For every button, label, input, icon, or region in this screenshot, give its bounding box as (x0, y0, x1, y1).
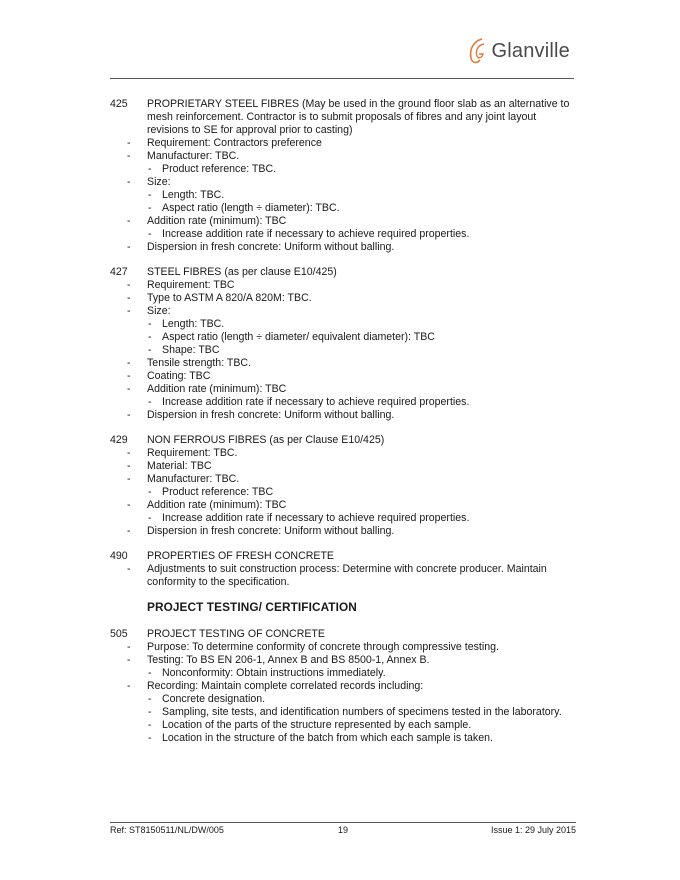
bullet-dash: - (127, 409, 131, 421)
sub-list-item-text: Increase addition rate if necessary to achieve required properties. (162, 512, 470, 524)
logo-text: Glanville (491, 39, 570, 62)
sub-list-item-text: Shape: TBC (162, 344, 220, 356)
bullet-dash: - (127, 499, 131, 511)
sub-list-item-text: Length: TBC. (162, 189, 225, 201)
clause-heading (110, 628, 580, 641)
bullet-dash: - (148, 693, 152, 705)
bullet-dash: - (148, 189, 152, 201)
glanville-g-icon (465, 36, 489, 66)
list-item (110, 525, 580, 538)
bullet-dash: - (148, 344, 152, 356)
sub-list-item-text: Increase addition rate if necessary to achieve required properties. (162, 228, 470, 240)
document-body (110, 98, 580, 757)
list-item-text: Requirement: TBC (147, 279, 235, 291)
list-item-text: Dispersion in fresh concrete: Uniform without balling. (147, 409, 395, 421)
list-item (110, 137, 580, 150)
sub-list-item (110, 667, 580, 680)
bullet-dash: - (127, 654, 131, 666)
sub-list-item (110, 512, 580, 525)
sub-list-item-text: Product reference: TBC. (162, 163, 277, 175)
clause-number: 425 (110, 98, 128, 110)
list-item-text: Manufacturer: TBC. (147, 473, 240, 485)
list-item-text: Size: (147, 305, 171, 317)
list-item (110, 305, 580, 318)
sub-list-item-text: Product reference: TBC (162, 486, 274, 498)
sub-list-item-text: Location in the structure of the batch from which each sample is taken. (162, 732, 493, 744)
list-item (110, 641, 580, 654)
bullet-dash: - (127, 292, 131, 304)
bullet-dash: - (148, 163, 152, 175)
list-item-text: Adjustments to suit construction process: Determine with concrete producer. Maintain conformity to the specification. (147, 563, 547, 588)
bullet-dash: - (148, 667, 152, 679)
clause-heading (110, 434, 580, 447)
sub-list-item (110, 719, 580, 732)
bullet-dash: - (127, 305, 131, 317)
list-item (110, 654, 580, 667)
list-item (110, 241, 580, 254)
bullet-dash: - (127, 447, 131, 459)
sub-list-item (110, 396, 580, 409)
bullet-dash: - (127, 563, 131, 575)
clause-number: 490 (110, 550, 128, 562)
list-item-text: Coating: TBC (147, 370, 211, 382)
list-item-text: Type to ASTM A 820/A 820M: TBC. (147, 292, 312, 304)
clause-505 (110, 628, 580, 745)
list-item-text: Dispersion in fresh concrete: Uniform without balling. (147, 241, 395, 253)
clause-429 (110, 434, 580, 538)
bullet-dash: - (127, 176, 131, 188)
clause-title: NON FERROUS FIBRES (as per Clause E10/425) (147, 434, 385, 446)
sub-list-item (110, 732, 580, 745)
list-item-text: Testing: To BS EN 206-1, Annex B and BS 8500-1, Annex B. (147, 654, 430, 666)
list-item (110, 357, 580, 370)
list-item (110, 150, 580, 163)
bullet-dash: - (127, 641, 131, 653)
header-divider (110, 78, 574, 79)
list-item-text: Tensile strength: TBC. (147, 357, 252, 369)
sub-list-item (110, 318, 580, 331)
clause-number: 505 (110, 628, 128, 640)
bullet-dash: - (127, 525, 131, 537)
bullet-dash: - (127, 460, 131, 472)
bullet-dash: - (127, 383, 131, 395)
clause-title: PROPERTIES OF FRESH CONCRETE (147, 550, 334, 562)
list-item (110, 370, 580, 383)
sub-list-item (110, 202, 580, 215)
list-item (110, 563, 580, 589)
bullet-dash: - (127, 241, 131, 253)
clause-425 (110, 98, 580, 254)
sub-list-item (110, 486, 580, 499)
footer-divider (110, 822, 576, 823)
sub-list-item-text: Sampling, site tests, and identification numbers of specimens tested in the laboratory. (162, 706, 562, 718)
bullet-dash: - (148, 486, 152, 498)
page-footer (110, 825, 576, 835)
sub-list-item-text: Length: TBC. (162, 318, 225, 330)
list-item-text: Recording: Maintain complete correlated records including: (147, 680, 424, 692)
footer-issue-date: Issue 1: 29 July 2015 (490, 825, 576, 835)
list-item-text: Purpose: To determine conformity of concrete through compressive testing. (147, 641, 499, 653)
list-item (110, 215, 580, 228)
bullet-dash: - (148, 396, 152, 408)
bullet-dash: - (148, 318, 152, 330)
sub-list-item-text: Location of the parts of the structure represented by each sample. (162, 719, 472, 731)
list-item (110, 460, 580, 473)
bullet-dash: - (127, 680, 131, 692)
bullet-dash: - (148, 228, 152, 240)
bullet-dash: - (148, 512, 152, 524)
list-item (110, 447, 580, 460)
bullet-dash: - (148, 202, 152, 214)
sub-list-item (110, 706, 580, 719)
list-item (110, 499, 580, 512)
list-item-text: Addition rate (minimum): TBC (147, 215, 287, 227)
list-item-text: Manufacturer: TBC. (147, 150, 240, 162)
sub-list-item (110, 228, 580, 241)
clause-heading (110, 98, 580, 137)
bullet-dash: - (127, 370, 131, 382)
sub-list-item (110, 163, 580, 176)
sub-list-item (110, 331, 580, 344)
bullet-dash: - (127, 137, 131, 149)
list-item-text: Addition rate (minimum): TBC (147, 383, 287, 395)
clause-title: STEEL FIBRES (as per clause E10/425) (147, 266, 337, 278)
clause-490 (110, 550, 580, 589)
company-logo (465, 36, 571, 66)
clause-title: PROPRIETARY STEEL FIBRES (May be used in the ground floor slab as an alternative to mesh reinforcement. Contractor is to submit proposals of fibres and any joint layout revisions to SE for approval prior to casting) (147, 98, 570, 136)
bullet-dash: - (127, 473, 131, 485)
list-item-text: Material: TBC (147, 460, 212, 472)
bullet-dash: - (127, 150, 131, 162)
list-item (110, 473, 580, 486)
clause-427 (110, 266, 580, 422)
list-item (110, 279, 580, 292)
sub-list-item (110, 344, 580, 357)
bullet-dash: - (148, 706, 152, 718)
list-item-text: Dispersion in fresh concrete: Uniform without balling. (147, 525, 395, 537)
clause-number: 427 (110, 266, 128, 278)
sub-list-item-text: Nonconformity: Obtain instructions immediately. (162, 667, 386, 679)
sub-list-item (110, 693, 580, 706)
list-item (110, 409, 580, 422)
list-item (110, 680, 580, 693)
list-item (110, 176, 580, 189)
bullet-dash: - (127, 215, 131, 227)
footer-reference: Ref: ST8150511/NL/DW/005 (110, 825, 224, 835)
bullet-dash: - (148, 732, 152, 744)
section-heading: PROJECT TESTING/ CERTIFICATION (147, 600, 357, 614)
bullet-dash: - (148, 331, 152, 343)
clause-heading (110, 550, 580, 563)
sub-list-item (110, 189, 580, 202)
sub-list-item-text: Aspect ratio (length ÷ diameter): TBC. (162, 202, 340, 214)
list-item-text: Requirement: TBC. (147, 447, 238, 459)
clause-title: PROJECT TESTING OF CONCRETE (147, 628, 325, 640)
clause-heading (110, 266, 580, 279)
sub-list-item-text: Increase addition rate if necessary to achieve required properties. (162, 396, 470, 408)
bullet-dash: - (127, 357, 131, 369)
list-item-text: Addition rate (minimum): TBC (147, 499, 287, 511)
bullet-dash: - (148, 719, 152, 731)
list-item-text: Size: (147, 176, 171, 188)
list-item (110, 292, 580, 305)
bullet-dash: - (127, 279, 131, 291)
sub-list-item-text: Aspect ratio (length ÷ diameter/ equivalent diameter): TBC (162, 331, 435, 343)
list-item-text: Requirement: Contractors preference (147, 137, 322, 149)
sub-list-item-text: Concrete designation. (162, 693, 266, 705)
clause-number: 429 (110, 434, 128, 446)
page-number: 19 (337, 825, 348, 835)
list-item (110, 383, 580, 396)
